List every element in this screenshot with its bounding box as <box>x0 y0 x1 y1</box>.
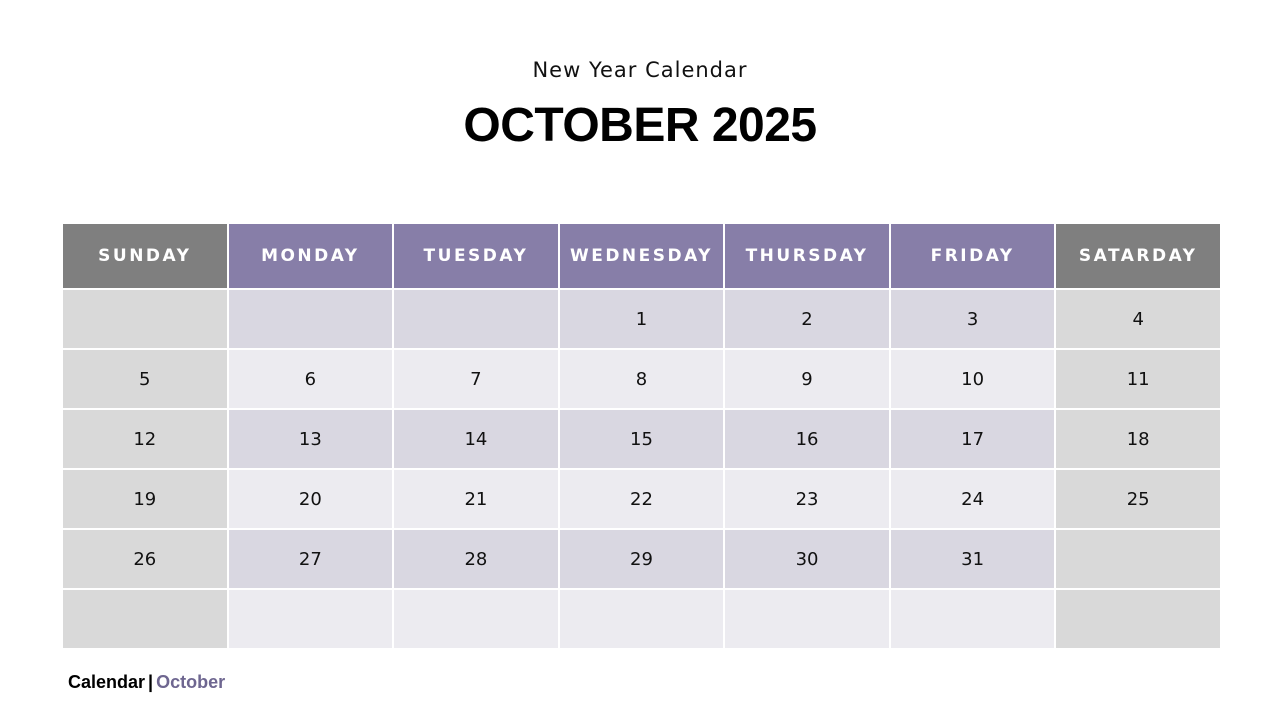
day-header-wednesday: WEDNESDAY <box>560 224 724 288</box>
day-cell[interactable]: 7 <box>394 350 558 408</box>
day-header-sunday: SUNDAY <box>63 224 227 288</box>
week-row <box>63 410 1220 468</box>
day-cell[interactable]: 6 <box>229 350 393 408</box>
day-cell[interactable]: 28 <box>394 530 558 588</box>
day-cell[interactable]: 21 <box>394 470 558 528</box>
day-header-tuesday: TUESDAY <box>394 224 558 288</box>
day-cell[interactable] <box>229 290 393 348</box>
day-cell[interactable] <box>891 590 1055 648</box>
day-cell[interactable] <box>725 590 889 648</box>
day-cell[interactable] <box>394 590 558 648</box>
footer-label: Calendar <box>68 672 146 692</box>
day-cell[interactable] <box>560 590 724 648</box>
week-row <box>63 350 1220 408</box>
page-subtitle: New Year Calendar <box>532 58 748 82</box>
day-header-saturday: SATARDAY <box>1056 224 1220 288</box>
day-cell[interactable]: 9 <box>725 350 889 408</box>
weekday-header-row <box>63 224 1220 288</box>
week-row <box>63 590 1220 648</box>
day-header-friday: FRIDAY <box>891 224 1055 288</box>
calendar-grid <box>61 222 1222 650</box>
day-cell[interactable]: 30 <box>725 530 889 588</box>
day-cell[interactable]: 23 <box>725 470 889 528</box>
day-cell[interactable] <box>63 290 227 348</box>
day-cell[interactable]: 31 <box>891 530 1055 588</box>
day-cell[interactable]: 3 <box>891 290 1055 348</box>
day-cell[interactable]: 26 <box>63 530 227 588</box>
day-cell[interactable] <box>1056 530 1220 588</box>
day-cell[interactable] <box>229 590 393 648</box>
week-row <box>63 470 1220 528</box>
day-cell[interactable]: 20 <box>229 470 393 528</box>
footer-caption <box>68 672 225 693</box>
day-cell[interactable]: 27 <box>229 530 393 588</box>
day-cell[interactable]: 22 <box>560 470 724 528</box>
day-cell[interactable]: 5 <box>63 350 227 408</box>
day-cell[interactable]: 16 <box>725 410 889 468</box>
day-header-thursday: THURSDAY <box>725 224 889 288</box>
day-cell[interactable]: 10 <box>891 350 1055 408</box>
day-cell[interactable]: 4 <box>1056 290 1220 348</box>
footer-separator: | <box>148 672 154 692</box>
day-cell[interactable]: 17 <box>891 410 1055 468</box>
day-cell[interactable]: 1 <box>560 290 724 348</box>
day-cell[interactable]: 8 <box>560 350 724 408</box>
week-row <box>63 290 1220 348</box>
day-cell[interactable]: 12 <box>63 410 227 468</box>
week-row <box>63 530 1220 588</box>
day-cell[interactable]: 25 <box>1056 470 1220 528</box>
footer-month: October <box>156 672 226 692</box>
day-cell[interactable]: 13 <box>229 410 393 468</box>
day-cell[interactable] <box>63 590 227 648</box>
day-cell[interactable]: 24 <box>891 470 1055 528</box>
day-header-monday: MONDAY <box>229 224 393 288</box>
day-cell[interactable]: 2 <box>725 290 889 348</box>
day-cell[interactable]: 14 <box>394 410 558 468</box>
day-cell[interactable] <box>394 290 558 348</box>
day-cell[interactable]: 19 <box>63 470 227 528</box>
day-cell[interactable]: 18 <box>1056 410 1220 468</box>
day-cell[interactable]: 11 <box>1056 350 1220 408</box>
day-cell[interactable]: 15 <box>560 410 724 468</box>
day-cell[interactable]: 29 <box>560 530 724 588</box>
day-cell[interactable] <box>1056 590 1220 648</box>
page-title: OCTOBER 2025 <box>463 99 817 152</box>
